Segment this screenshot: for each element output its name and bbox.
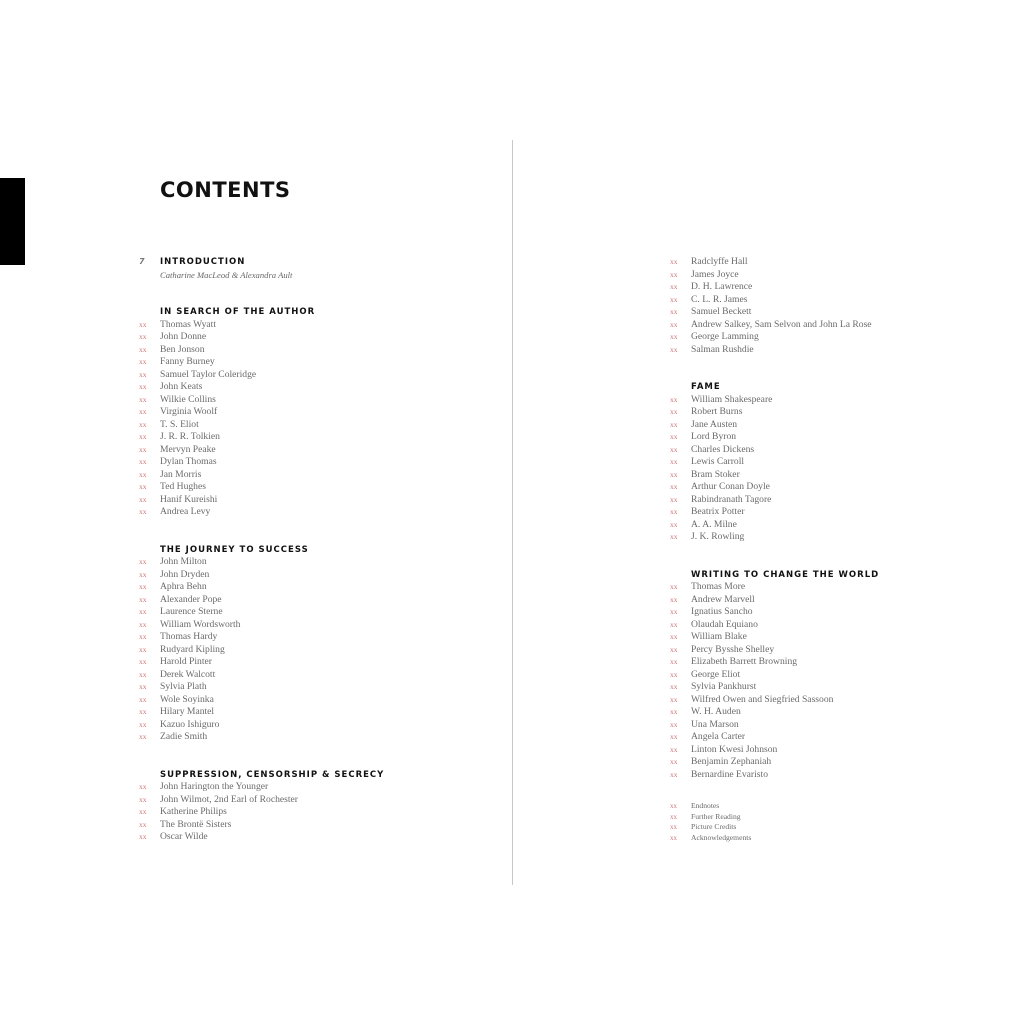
contents-entry[interactable] [670,706,879,719]
entry-title: Wilkie Collins [160,393,216,405]
contents-entry[interactable] [139,381,384,394]
contents-entry[interactable] [139,731,384,744]
entry-title: Lord Byron [691,431,737,442]
contents-entry[interactable] [139,581,384,594]
page-number: xx [139,557,147,566]
entry-title: Bram Stoker [691,468,740,480]
entry-title: D. H. Lawrence [691,281,753,292]
entry-title: W. H. Auden [691,706,741,717]
contents-entry[interactable] [139,431,384,444]
contents-entry[interactable] [670,418,879,432]
entry-title: John Dryden [160,568,210,580]
contents-section [139,769,385,844]
page-number: xx [670,744,678,754]
contents-entry[interactable] [670,631,879,644]
contents-entry[interactable] [670,681,879,694]
contents-entry[interactable] [670,618,879,632]
entry-title: Andrew Salkey, Sam Selvon and John La Rose [691,318,872,330]
entry-title: Kazuo Ishiguro [160,718,220,730]
page-number: xx [670,294,678,304]
entry-title: A. A. Milne [691,518,737,530]
page-number: xx [139,694,147,704]
page-number: xx [670,582,678,591]
contents-column-right [670,256,880,843]
entry-title: Ignatius Sancho [691,606,753,617]
page-number: xx [670,732,678,741]
page-number: xx [670,344,678,354]
page-number: xx [139,344,147,354]
page-number: xx [139,732,147,741]
page-number: xx [670,519,678,529]
contents-entry[interactable] [670,331,879,344]
contents-entry[interactable] [139,656,384,669]
intro-heading[interactable] [139,256,384,269]
page-number: xx [670,282,678,291]
contents-entry[interactable] [139,331,384,344]
contents-entry[interactable] [139,393,384,407]
page-number: xx [670,419,678,429]
page-number: xx [670,332,678,341]
page-number: xx [670,594,678,604]
contents-section [139,544,384,744]
page-number: xx [139,669,147,679]
entry-title: C. L. R. James [691,293,748,305]
page-number: xx [670,507,678,516]
contents-entry[interactable] [139,506,384,519]
entry-title: John Donne [160,331,207,342]
contents-entry[interactable] [139,606,384,619]
page-number: xx [670,444,678,454]
entry-title: Hanif Kureishi [160,493,218,505]
contents-entry[interactable] [139,643,384,657]
page-number: xx [139,632,147,641]
page-number: xx [670,694,678,704]
contents-entry[interactable] [670,318,879,332]
contents-entry[interactable] [670,443,879,457]
contents-entry[interactable] [670,731,879,744]
entry-title: Arthur Conan Doyle [691,481,770,492]
page-number: xx [670,257,678,266]
entry-title: Wilfred Owen and Siegfried Sassoon [691,693,834,705]
contents-entry[interactable] [139,418,384,432]
entry-title: J. R. R. Tolkien [160,431,220,442]
contents-entry[interactable] [670,343,879,357]
page-number: xx [139,419,147,429]
page-number: xx [670,482,678,491]
entry-title: Sylvia Plath [160,681,207,692]
entry-title: Andrea Levy [160,506,211,517]
entry-title: John Milton [160,556,207,567]
entry-title: Harold Pinter [160,656,212,667]
page-number: xx [670,682,678,691]
entry-title: Ben Jonson [160,343,205,355]
page-number: xx [670,307,678,316]
page-number: xx [670,607,678,616]
page-number: xx [670,457,678,466]
contents-entry[interactable] [139,456,384,469]
entry-title: William Wordsworth [160,618,241,630]
section-heading[interactable]: IN SEARCH OF THE AUTHOR [160,307,316,317]
contents-entry[interactable] [139,593,384,607]
entry-title: Thomas More [691,581,746,592]
contents-section [139,306,384,519]
contents-entry[interactable] [139,793,384,807]
contents-entry[interactable] [670,643,879,657]
entry-title: Katherine Philips [160,806,227,817]
entry-title: J. K. Rowling [691,531,745,542]
contents-entry[interactable] [139,618,384,632]
page-number: xx [670,657,678,666]
entry-title: Aphra Behn [160,581,207,592]
contents-entry[interactable] [139,693,384,707]
page-number: xx [139,444,147,454]
page-number: xx [139,382,147,391]
contents-entry[interactable] [670,493,879,507]
contents-entry[interactable] [670,606,879,619]
entry-title: Andrew Marvell [691,593,755,605]
entry-title: Lewis Carroll [691,456,745,467]
page-number: xx [139,394,147,404]
page-number: xx [139,432,147,441]
page-number: xx [139,719,147,729]
entry-title: Rabindranath Tagore [691,493,772,505]
entry-title: Sylvia Pankhurst [691,681,757,692]
page-number: xx [139,619,147,629]
entry-title: Wole Soyinka [160,693,214,705]
page-number: xx [670,707,678,716]
contents-entry[interactable] [670,531,879,544]
page-number: xx [139,357,147,366]
contents-section [670,381,879,544]
contents-entry[interactable] [670,468,879,482]
page-number: xx [670,644,678,654]
page-number: xx [670,269,678,279]
contents-entry[interactable] [670,743,879,757]
page-number: xx [139,332,147,341]
entry-title: James Joyce [691,268,739,280]
contents-entry[interactable] [670,281,879,294]
page-number: xx [670,469,678,479]
entry-title: Jane Austen [691,418,738,430]
entry-title: Radclyffe Hall [691,256,748,267]
section-heading[interactable]: SUPPRESSION, CENSORSHIP & SECRECY [160,769,385,780]
contents-entry[interactable] [670,718,879,732]
page-number: xx [670,394,678,404]
contents-entry[interactable] [670,256,879,269]
backmatter-entry[interactable] [670,822,879,833]
entry-title: William Blake [691,631,747,642]
contents-column-left [139,256,385,844]
page-number: xx [139,594,147,604]
contents-entry[interactable] [139,406,384,419]
contents-entry[interactable] [139,668,384,682]
entry-title: T. S. Eliot [160,418,199,430]
contents-entry[interactable] [670,293,879,307]
page-number: xx [139,569,147,579]
page-number: xx [139,507,147,516]
entry-title: Alexander Pope [160,593,222,605]
page-number: xx [139,319,147,329]
contents-entry[interactable] [670,481,879,494]
entry-title: John Keats [160,381,203,392]
entry-title: Charles Dickens [691,443,755,455]
page-number: xx [139,819,147,829]
contents-entry[interactable] [670,768,879,782]
contents-entry[interactable] [670,393,879,407]
contents-entry[interactable] [670,306,879,319]
page-number: xx [670,769,678,779]
entry-title: Angela Carter [691,731,746,742]
contents-section [670,569,880,782]
page-number: xx [670,494,678,504]
entry-title: Acknowledgements [691,832,752,842]
entry-title: Mervyn Peake [160,443,216,455]
entry-title: Zadie Smith [160,731,208,742]
contents-entry[interactable] [670,456,879,469]
entry-title: Further Reading [691,811,741,821]
page-number: xx [139,482,147,491]
entry-title: George Eliot [691,668,741,680]
entry-title: Hilary Mantel [160,706,215,717]
contents-entry[interactable] [670,518,879,532]
page-number: xx [139,707,147,716]
contents-entry[interactable] [139,481,384,494]
contents-entry[interactable] [670,656,879,669]
contents-entry[interactable] [670,431,879,444]
entry-title: Jan Morris [160,468,202,480]
entry-title: Thomas Hardy [160,631,218,642]
entry-title: The Brontë Sisters [160,818,232,830]
backmatter-entry[interactable] [670,801,879,812]
backmatter-list [670,801,879,843]
page-number: xx [139,407,147,416]
entry-title: Samuel Beckett [691,306,752,317]
entry-title: Benjamin Zephaniah [691,756,772,767]
contents-entry[interactable] [670,406,879,419]
intro-page-number: 7 [139,257,146,266]
entry-title: Thomas Wyatt [160,318,216,330]
contents-entry[interactable] [670,668,879,682]
section-heading[interactable]: FAME [691,382,721,392]
contents-entry[interactable] [139,631,384,644]
entry-title: Bernardine Evaristo [691,768,768,780]
contents-entry[interactable] [670,756,879,769]
page-number: xx [670,619,678,629]
entry-title: Dylan Thomas [160,456,217,467]
entry-title: George Lamming [691,331,759,342]
entry-title: Endnotes [691,801,720,810]
entry-title: Percy Bysshe Shelley [691,643,775,655]
contents-entry[interactable] [139,781,384,794]
contents-entry[interactable] [139,443,384,457]
entry-title: Beatrix Potter [691,506,745,517]
contents-entry[interactable] [139,831,384,844]
contents-entry[interactable] [139,368,384,382]
page-number: xx [139,657,147,666]
backmatter-entry[interactable] [670,811,879,823]
spine-divider [512,140,513,885]
page-number: xx [139,782,147,791]
page-number: xx [139,807,147,816]
contents-entry[interactable] [139,343,384,357]
page-title: CONTENTS [160,178,291,202]
contents-entry[interactable] [139,468,384,482]
section-heading[interactable]: WRITING TO CHANGE THE WORLD [691,569,880,580]
contents-entry[interactable] [139,318,384,332]
contents-entry[interactable] [670,506,879,519]
contents-entry[interactable] [139,706,384,719]
page-number: xx [670,812,677,821]
page-number: xx [139,644,147,654]
entry-title: Linton Kwesi Johnson [691,743,778,755]
entry-title: Olaudah Equiano [691,618,758,630]
section-heading[interactable]: THE JOURNEY TO SUCCESS [160,544,309,555]
page-number: xx [670,833,677,842]
entry-title: John Harington the Younger [160,781,269,792]
intro-title: INTRODUCTION [160,257,246,267]
contents-entry[interactable] [139,556,384,569]
page-number: xx [670,757,678,766]
contents-entry[interactable] [670,693,879,707]
chapter-tab [0,178,25,265]
entry-title: Ted Hughes [160,481,206,492]
page-number: xx [139,457,147,466]
contents-entry[interactable] [139,356,384,369]
entry-title: Derek Walcott [160,668,216,680]
page-number: xx [139,369,147,379]
page-number: xx [670,407,678,416]
entry-title: Laurence Sterne [160,606,223,617]
entry-title: Picture Credits [691,822,737,831]
entry-title: Rudyard Kipling [160,643,225,655]
page-number: xx [670,823,677,831]
entry-title: John Wilmot, 2nd Earl of Rochester [160,793,298,805]
page-number: xx [139,682,147,691]
entry-title: Virginia Woolf [160,406,218,417]
entry-title: William Shakespeare [691,393,773,405]
contents-entry[interactable] [139,493,384,507]
entry-title: Elizabeth Barrett Browning [691,656,798,667]
page-number: xx [670,669,678,679]
page-number: xx [670,719,678,729]
contents-entry[interactable] [670,581,879,594]
entry-title: Fanny Burney [160,356,215,367]
contents-entry[interactable] [670,593,879,607]
contents-entry[interactable] [139,681,384,694]
entry-title: Oscar Wilde [160,831,208,842]
page-number: xx [670,432,678,441]
contents-entry[interactable] [139,806,384,819]
contents-entry[interactable] [139,818,384,832]
page-number: xx [670,532,678,541]
intro-authors: Catharine MacLeod & Alexandra Ault [160,269,293,280]
contents-entry[interactable] [670,268,879,282]
page-number: xx [139,469,147,479]
page-number: xx [670,802,677,810]
backmatter-entry[interactable] [670,832,879,844]
page-number: xx [139,494,147,504]
page-number: xx [139,832,147,841]
contents-section [670,256,879,356]
entry-title: Samuel Taylor Coleridge [160,368,257,380]
page-number: xx [139,607,147,616]
page-number: xx [139,794,147,804]
entry-title: Robert Burns [691,406,743,417]
entry-title: Salman Rushdie [691,343,754,355]
entry-title: Una Marson [691,718,739,730]
page-number: xx [670,319,678,329]
contents-entry[interactable] [139,568,384,582]
page-number: xx [670,632,678,641]
page-number: xx [139,582,147,591]
contents-entry[interactable] [139,718,384,732]
